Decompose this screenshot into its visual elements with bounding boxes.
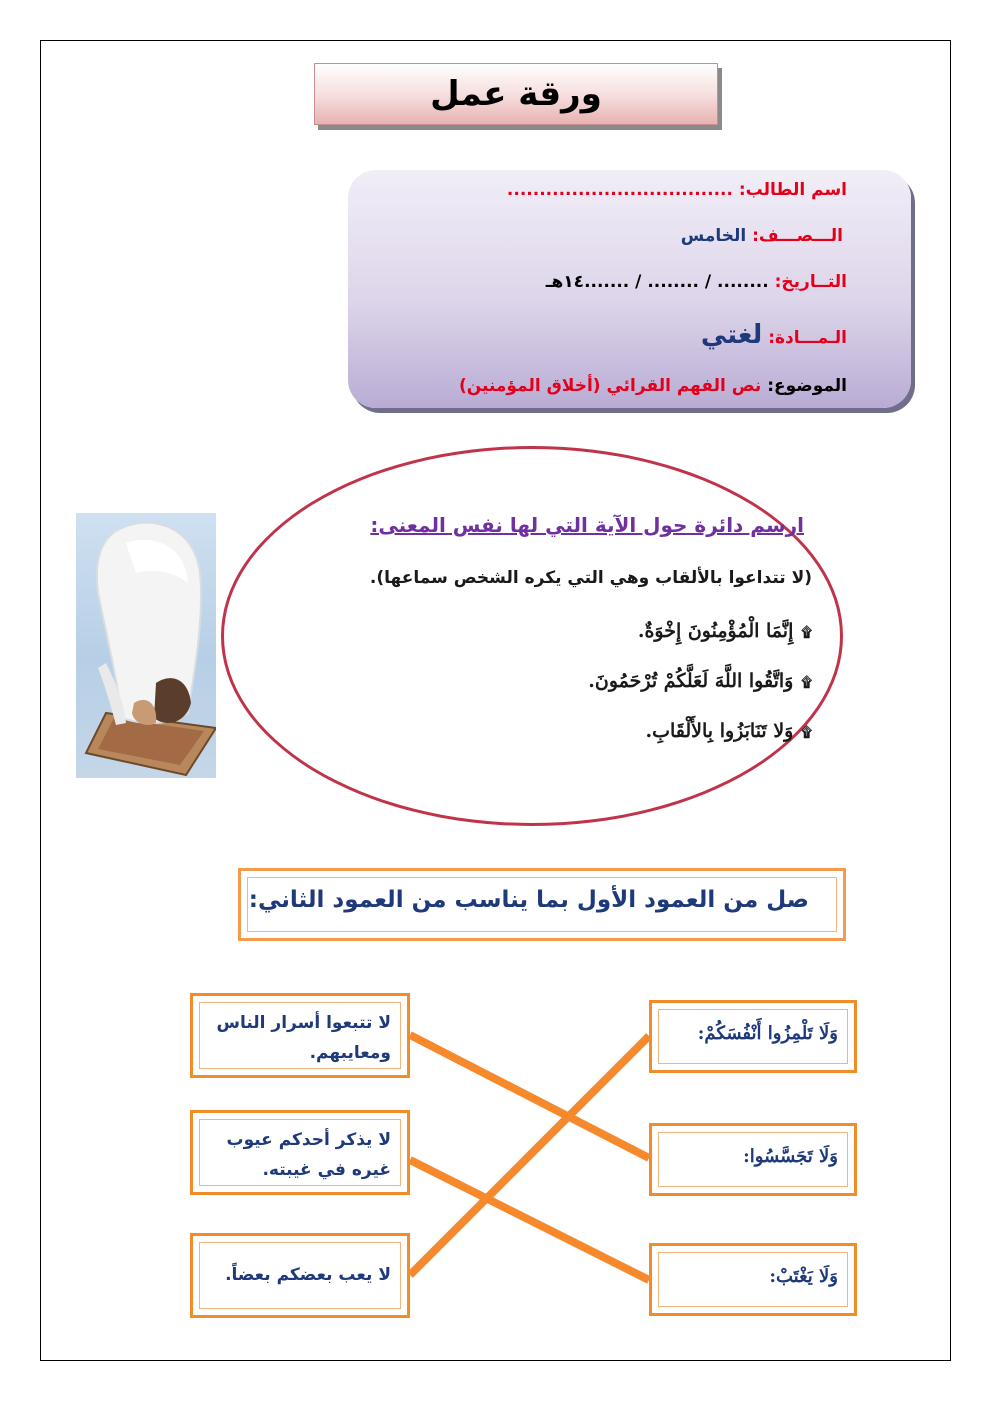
ayah-text: وَاتَّقُوا اللَّهَ لَعَلَّكُمْ تُرْحَمُونَ. bbox=[588, 670, 794, 692]
match-line-3 bbox=[410, 1036, 649, 1275]
matching-heading: صل من العمود الأول بما يناسب من العمود الثاني: bbox=[248, 887, 809, 913]
right-match-box-2[interactable] bbox=[649, 1123, 857, 1196]
ayah-mark-icon: ۩ bbox=[801, 675, 812, 691]
left-match-text: لا يذكر أحدكم عيوب غيره في غيبته. bbox=[226, 1130, 391, 1180]
subject-label: الـمـــادة: bbox=[768, 328, 847, 348]
student-name-label: اسم الطالب: bbox=[738, 180, 847, 200]
left-match-box-3[interactable] bbox=[190, 1233, 410, 1318]
right-match-text: وَلَا تَلْمِزُوا أَنْفُسَكُمْ: bbox=[697, 1023, 838, 1044]
ayah-mark-icon: ۩ bbox=[801, 725, 812, 741]
worksheet-title: ورقة عمل bbox=[430, 74, 602, 114]
ayah-text: وَلا تَنَابَزُوا بِالأَلْقَابِ. bbox=[645, 720, 794, 742]
date-field[interactable]: ........ / ........ / .......١٤هـ bbox=[545, 272, 769, 292]
subject-value: لغتي bbox=[700, 320, 763, 350]
ayah-text: إِنَّمَا الْمُؤْمِنُونَ إِخْوَةٌ. bbox=[637, 620, 794, 642]
left-match-text: لا يعب بعضكم بعضاً. bbox=[225, 1265, 391, 1285]
right-match-text: وَلَا يَغْتَبْ: bbox=[769, 1266, 838, 1287]
circle-exercise-question: ارسم دائرة حول الآية التي لها نفس المعنى: bbox=[370, 513, 804, 537]
right-match-box-3[interactable] bbox=[649, 1243, 857, 1316]
student-name-field[interactable]: ................................... bbox=[506, 180, 733, 200]
left-match-box-1[interactable] bbox=[190, 993, 410, 1078]
left-match-box-2[interactable] bbox=[190, 1110, 410, 1195]
circle-exercise-note: (لا تتداعوا بالألقاب وهي التي يكره الشخص سماعها). bbox=[369, 568, 812, 588]
topic-label: الموضوع: bbox=[767, 376, 847, 396]
grade-value: الخامس bbox=[680, 226, 747, 246]
match-line-2 bbox=[410, 1160, 649, 1280]
grade-label: الـــصـــف: bbox=[752, 226, 843, 246]
right-match-text: وَلَا تَجَسَّسُوا: bbox=[743, 1146, 838, 1167]
right-match-box-1[interactable] bbox=[649, 1000, 857, 1073]
topic-value: نص الفهم القرائي (أخلاق المؤمنين) bbox=[458, 376, 762, 396]
match-line-1 bbox=[410, 1035, 649, 1158]
left-match-text: لا تتبعوا أسرار الناس ومعايبهم. bbox=[216, 1013, 391, 1063]
ayah-mark-icon: ۩ bbox=[801, 625, 812, 641]
date-label: التــاريخ: bbox=[774, 272, 847, 292]
